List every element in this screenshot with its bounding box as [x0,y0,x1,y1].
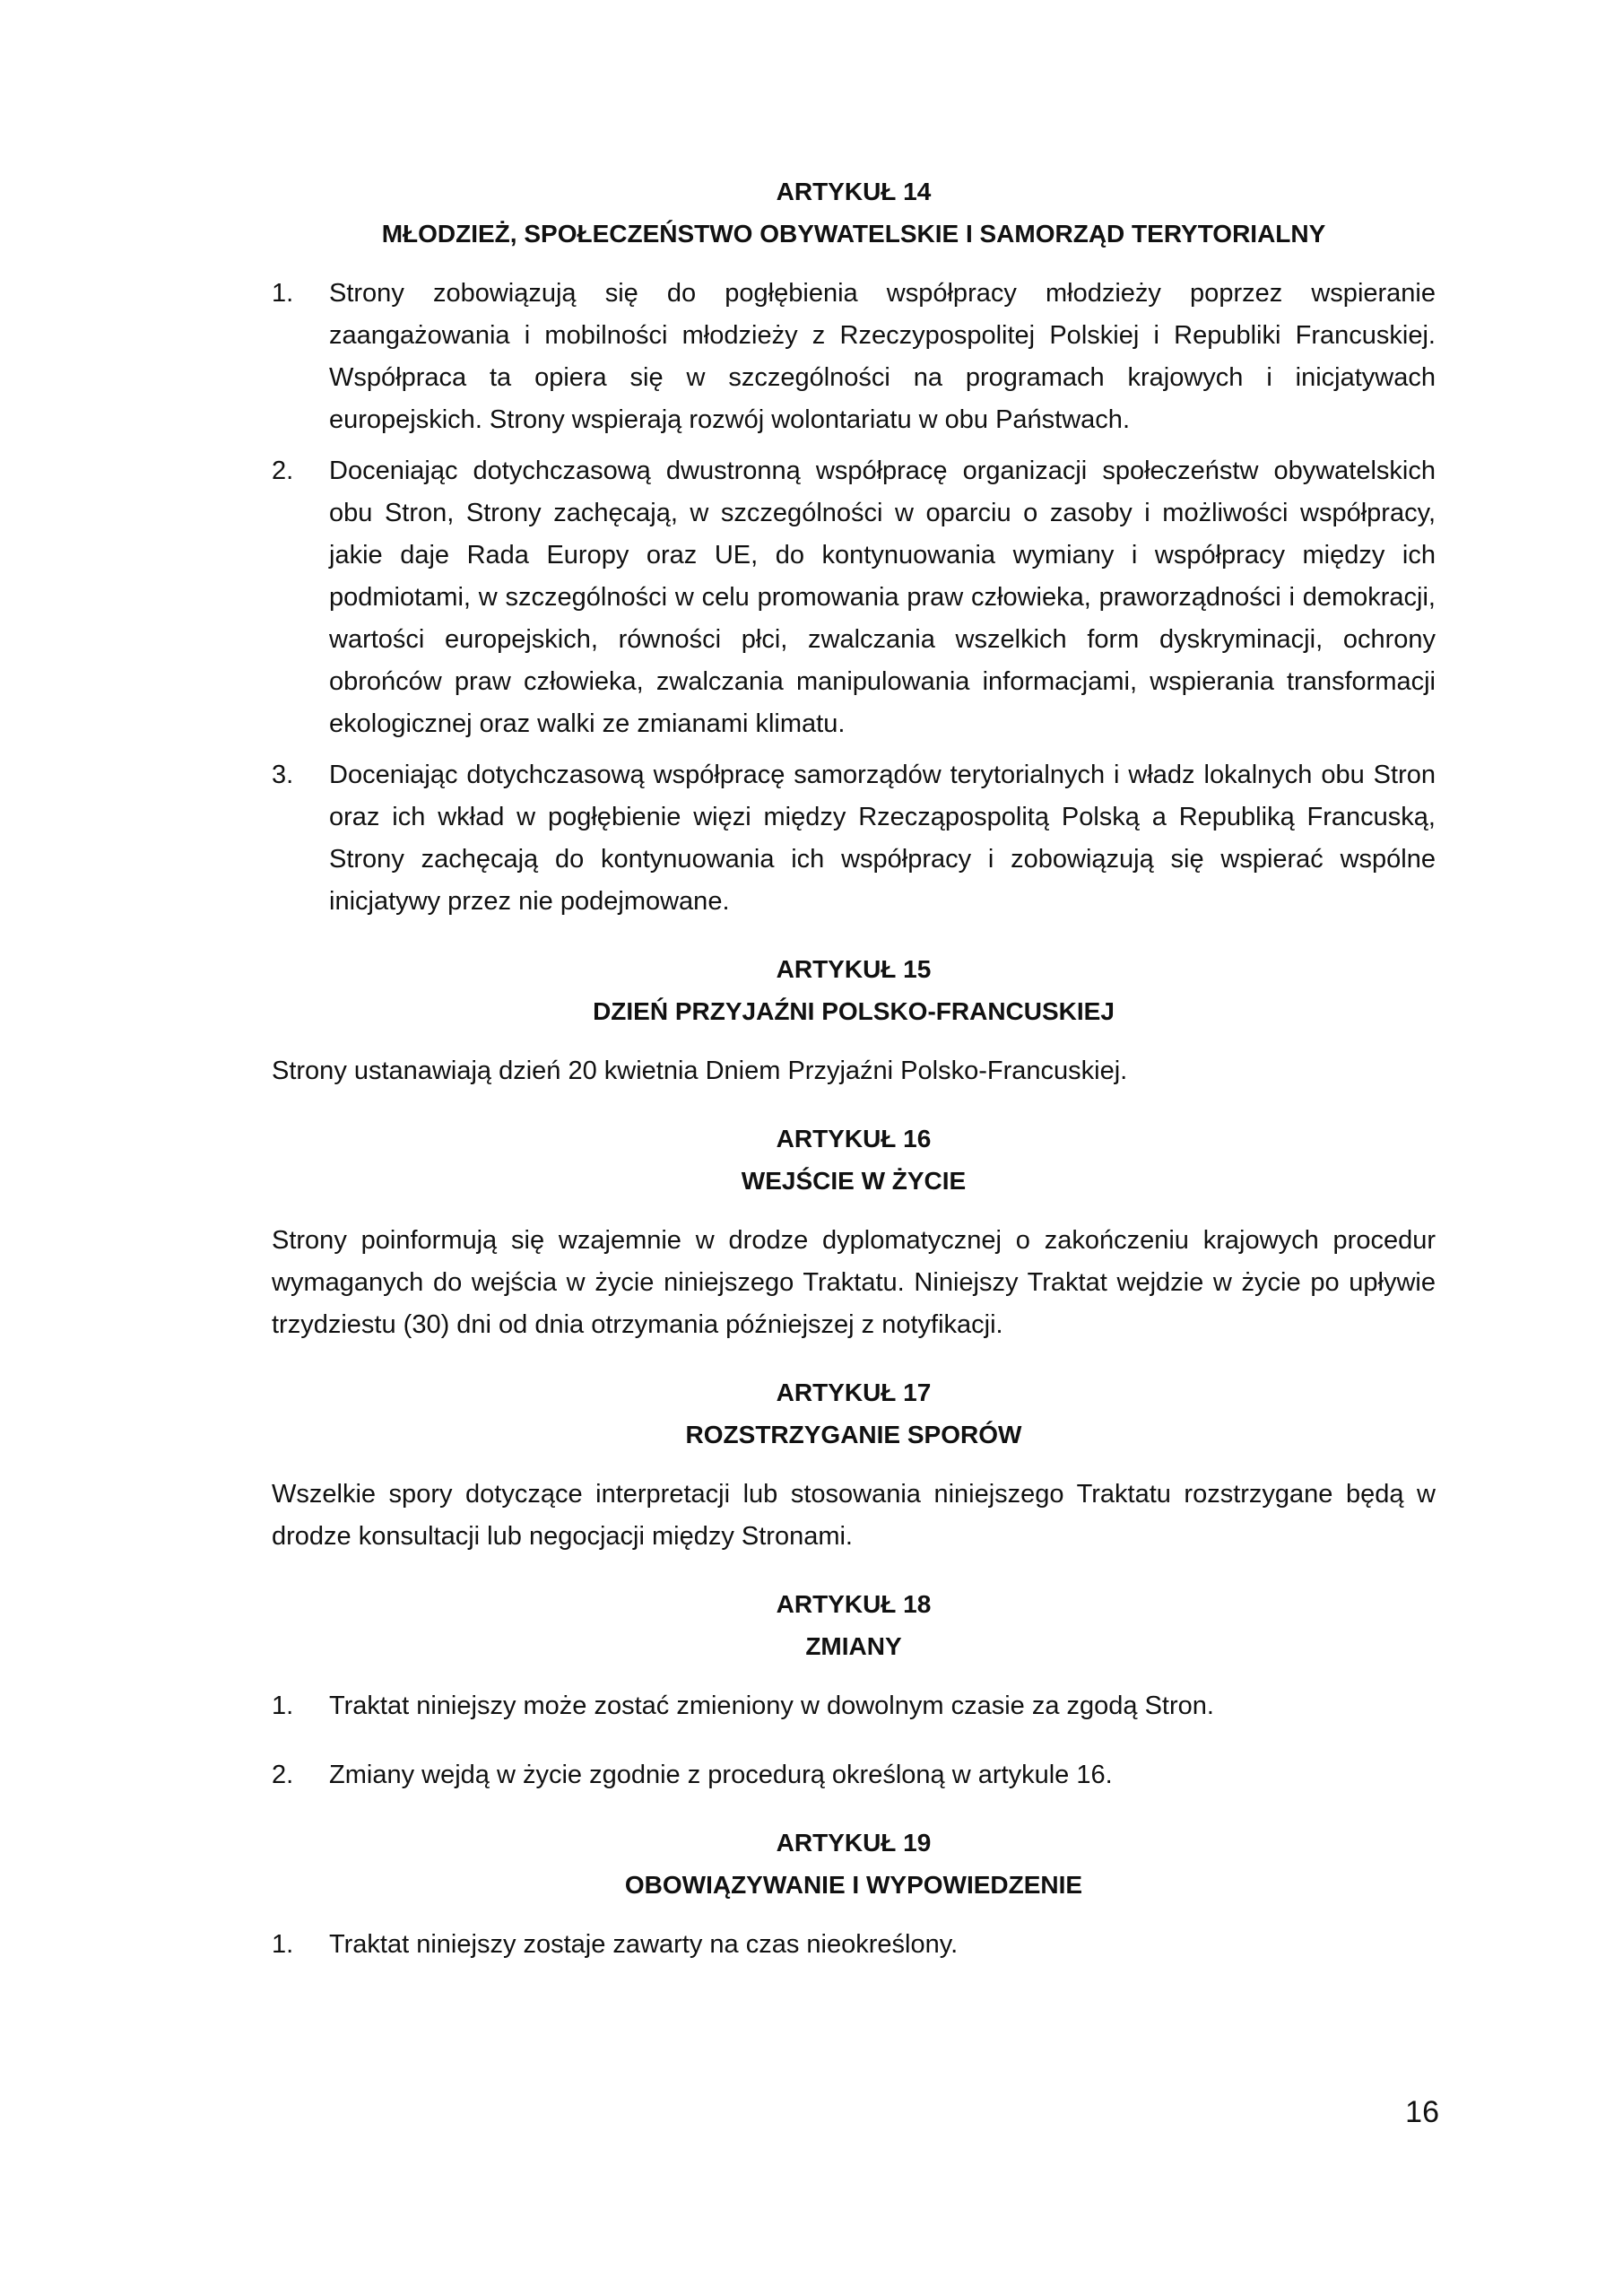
article-title: ZMIANY [805,1632,902,1660]
list-item [272,1685,1436,1727]
article-paragraph: Wszelkie spory dotyczące interpretacji lub stosowania niniejszego Traktatu rozstrzygane będą w drodze konsultacji lub negocjacji między Stronami. [272,1480,1436,1551]
article-18 [272,1583,1436,1796]
article-19 [272,1822,1436,1966]
article-heading [272,948,1436,1032]
article-body [272,273,1436,923]
item-text: Strony zobowiązują się do pogłębienia współpracy młodzieży poprzez wspieranie zaangażowania i mobilności młodzieży z Rzeczypospolitej Polskiej i Republiki Francuskiej. Współpraca ta opiera się w szczególności na programach krajowych i inicjatywach europejskich. Strony wspierają rozwój wolontariatu w obu Państwach. [329,279,1436,434]
list-item [272,1924,1436,1966]
article-title: DZIEŃ PRZYJAŹNI POLSKO-FRANCUSKIEJ [593,997,1115,1025]
article-14 [272,170,1436,923]
item-text: Doceniając dotychczasową dwustronną współpracę organizacji społeczeństw obywatelskich obu Stron, Strony zachęcają, w szczególności w oparciu o zasoby i możliwości współpracy, jakie daje Rada Europy oraz UE, do kontynuowania wymiany i współpracy między ich podmiotami, w szczególności w celu promowania praw człowieka, praworządności i demokracji, wartości europejskich, równości płci, zwalczania wszelkich form dyskryminacji, ochrony obrońców praw człowieka, zwalczania manipulowania informacjami, wspierania transformacji ekologicznej oraz walki ze zmianami klimatu. [329,457,1436,738]
item-number: 1. [272,1692,294,1720]
article-heading [272,1371,1436,1456]
article-number: ARTYKUŁ 18 [776,1590,932,1618]
item-number: 1. [272,1930,294,1959]
article-number: ARTYKUŁ 16 [776,1125,932,1152]
article-paragraph: Strony poinformują się wzajemnie w drodze dyplomatycznej o zakończeniu krajowych procedur wymaganych do wejścia w życie niniejszego Traktatu. Niniejszy Traktat wejdzie w życie po upływie trzydziestu (30) dni od dnia otrzymania późniejszej z notyfikacji. [272,1226,1436,1339]
item-text: Traktat niniejszy może zostać zmieniony w dowolnym czasie za zgodą Stron. [329,1692,1214,1720]
item-number: 2. [272,1761,294,1789]
article-heading [272,1583,1436,1667]
article-body [272,1685,1436,1796]
article-title: MŁODZIEŻ, SPOŁECZEŃSTWO OBYWATELSKIE I SAMORZĄD TERYTORIALNY [381,220,1326,248]
article-17 [272,1371,1436,1558]
item-text: Zmiany wejdą w życie zgodnie z procedurą określoną w artykule 16. [329,1761,1113,1789]
article-number: ARTYKUŁ 17 [776,1378,932,1406]
article-heading [272,1822,1436,1906]
item-number: 2. [272,457,294,485]
article-items [272,1685,1436,1796]
article-heading [272,170,1436,255]
item-number: 1. [272,279,294,308]
article-number: ARTYKUŁ 15 [776,955,932,983]
list-item [272,450,1436,745]
article-title: OBOWIĄZYWANIE I WYPOWIEDZENIE [624,1871,1083,1899]
list-item [272,754,1436,923]
item-text: Traktat niniejszy zostaje zawarty na czas nieokreślony. [329,1930,959,1959]
article-heading [272,1118,1436,1202]
item-number: 3. [272,761,294,789]
article-body [272,1220,1436,1346]
article-title: ROZSTRZYGANIE SPORÓW [685,1421,1022,1448]
article-body [272,1924,1436,1966]
article-number: ARTYKUŁ 14 [776,178,932,205]
page-number: 16 [1405,2095,1439,2129]
article-items [272,1924,1436,1966]
article-body [272,1050,1436,1092]
list-item [272,1754,1436,1796]
article-15 [272,948,1436,1092]
list-item [272,273,1436,441]
item-text: Doceniając dotychczasową współpracę samorządów terytorialnych i władz lokalnych obu Stron oraz ich wkład w pogłębienie więzi między Rzecząpospolitą Polską a Republiką Francuską, Strony zachęcają do kontynuowania ich współpracy i zobowiązują się wspierać wspólne inicjatywy przez nie podejmowane. [329,761,1436,916]
article-number: ARTYKUŁ 19 [776,1829,932,1857]
page-content [272,170,1436,1966]
article-16 [272,1118,1436,1346]
article-body [272,1474,1436,1558]
article-items [272,273,1436,923]
article-title: WEJŚCIE W ŻYCIE [741,1167,967,1195]
article-paragraph: Strony ustanawiają dzień 20 kwietnia Dniem Przyjaźni Polsko-Francuskiej. [272,1057,1128,1085]
